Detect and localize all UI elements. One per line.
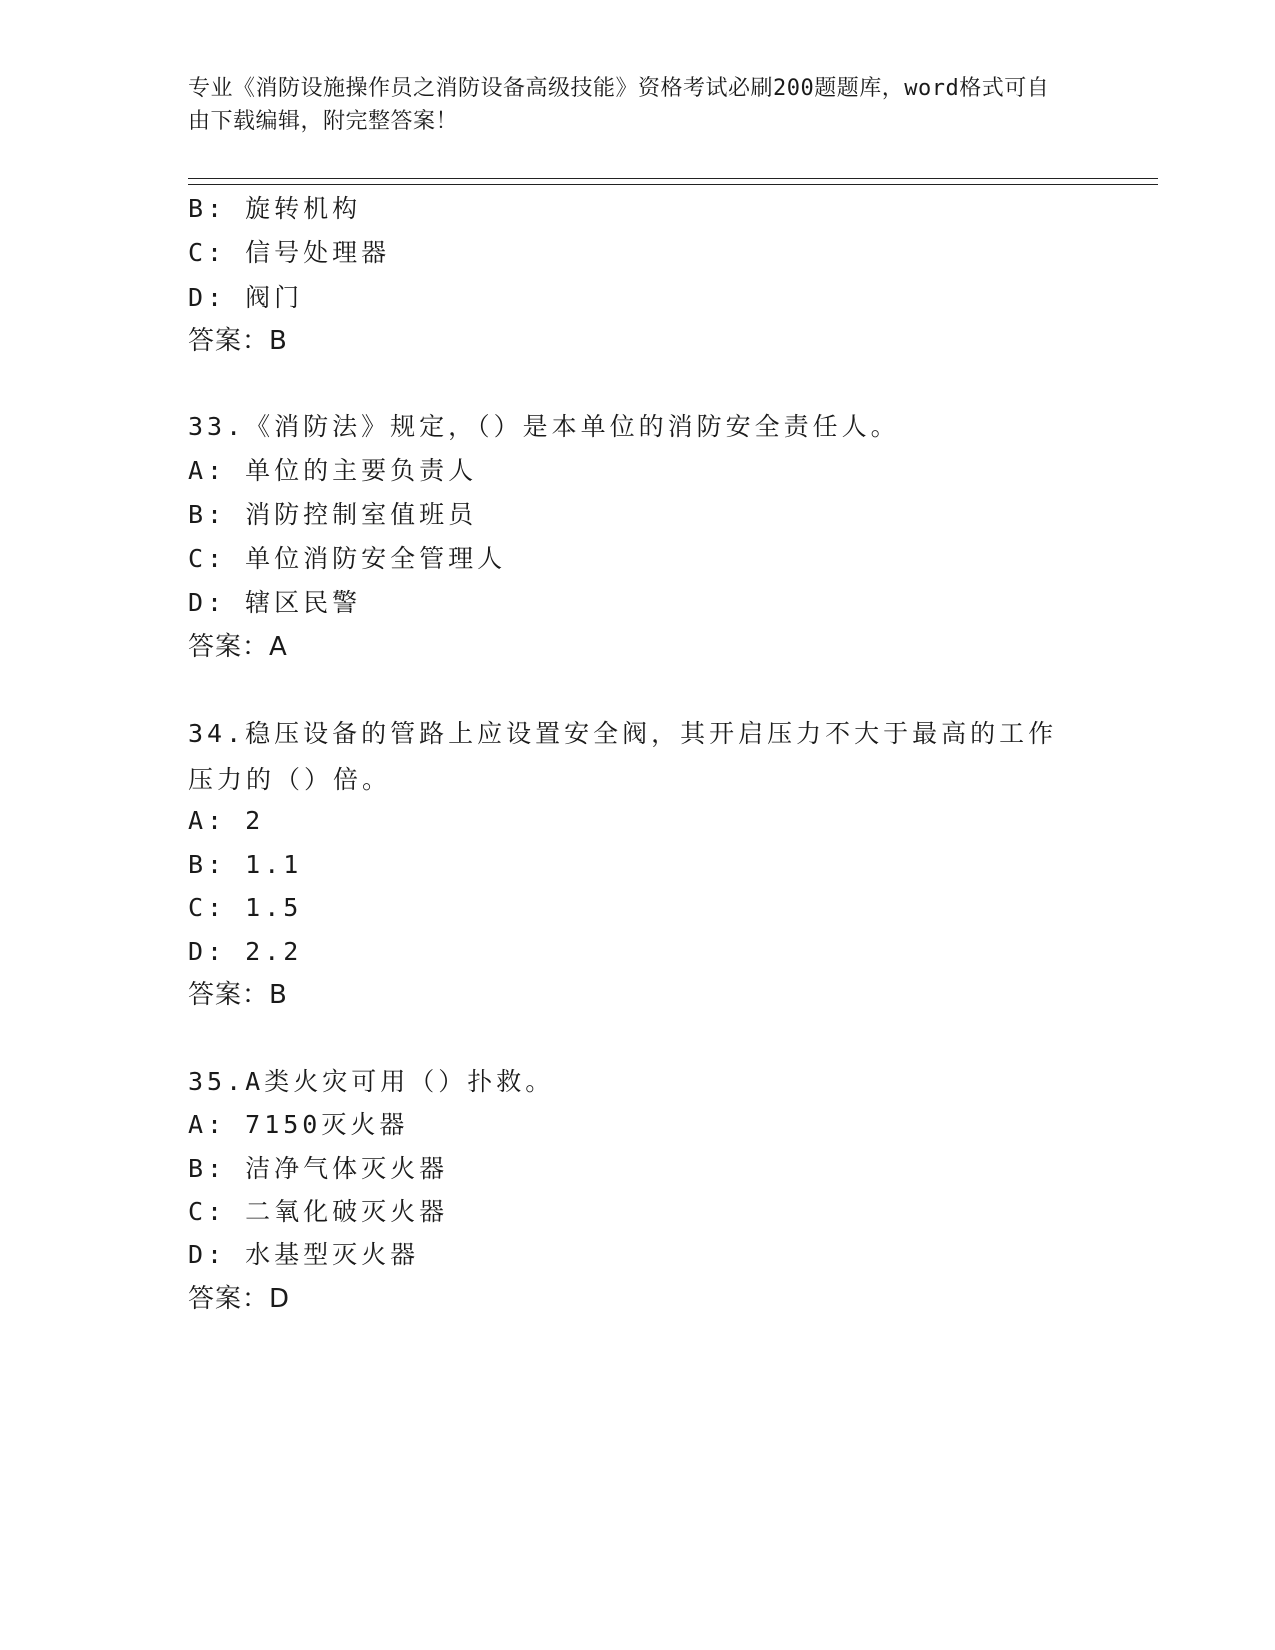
question-34-option-c: C: 1.5 [188, 893, 303, 922]
question-34-option-d: D: 2.2 [188, 937, 303, 966]
prev-option-d: D: 阀门 [188, 283, 304, 312]
question-35-answer: 答案：D [188, 1284, 291, 1314]
document-header: 专业《消防设施操作员之消防设备高级技能》资格考试必刷200题题库，word格式可自由下载编辑，附完整答案！ [188, 76, 1050, 134]
question-35-option-c: C: 二氧化破灭火器 [188, 1197, 449, 1226]
prev-option-c: C: 信号处理器 [188, 238, 391, 267]
question-33-option-a: A: 单位的主要负责人 [188, 456, 478, 485]
question-34-option-b: B: 1.1 [188, 850, 303, 879]
header-divider-top [188, 178, 1158, 179]
prev-option-b: B: 旋转机构 [188, 194, 362, 223]
question-33-stem: 33.《消防法》规定，（）是本单位的消防安全责任人。 [188, 412, 900, 441]
question-35-option-d: D: 水基型灭火器 [188, 1240, 420, 1269]
question-34-stem: 34.稳压设备的管路上应设置安全阀，其开启压力不大于最高的工作压力的（）倍。 [188, 719, 1058, 794]
question-35-option-a: A: 7150灭火器 [188, 1110, 409, 1139]
question-33-option-b: B: 消防控制室值班员 [188, 500, 478, 529]
question-35-stem: 35.A类火灾可用（）扑救。 [188, 1067, 555, 1096]
question-33-option-d: D: 辖区民警 [188, 588, 362, 617]
question-34-answer: 答案：B [188, 980, 288, 1010]
question-35-option-b: B: 洁净气体灭火器 [188, 1154, 449, 1183]
question-34-option-a: A: 2 [188, 806, 265, 835]
header-divider-bottom [188, 184, 1158, 185]
question-33-answer: 答案：A [188, 632, 288, 662]
question-33-option-c: C: 单位消防安全管理人 [188, 544, 507, 573]
prev-answer: 答案：B [188, 326, 288, 356]
